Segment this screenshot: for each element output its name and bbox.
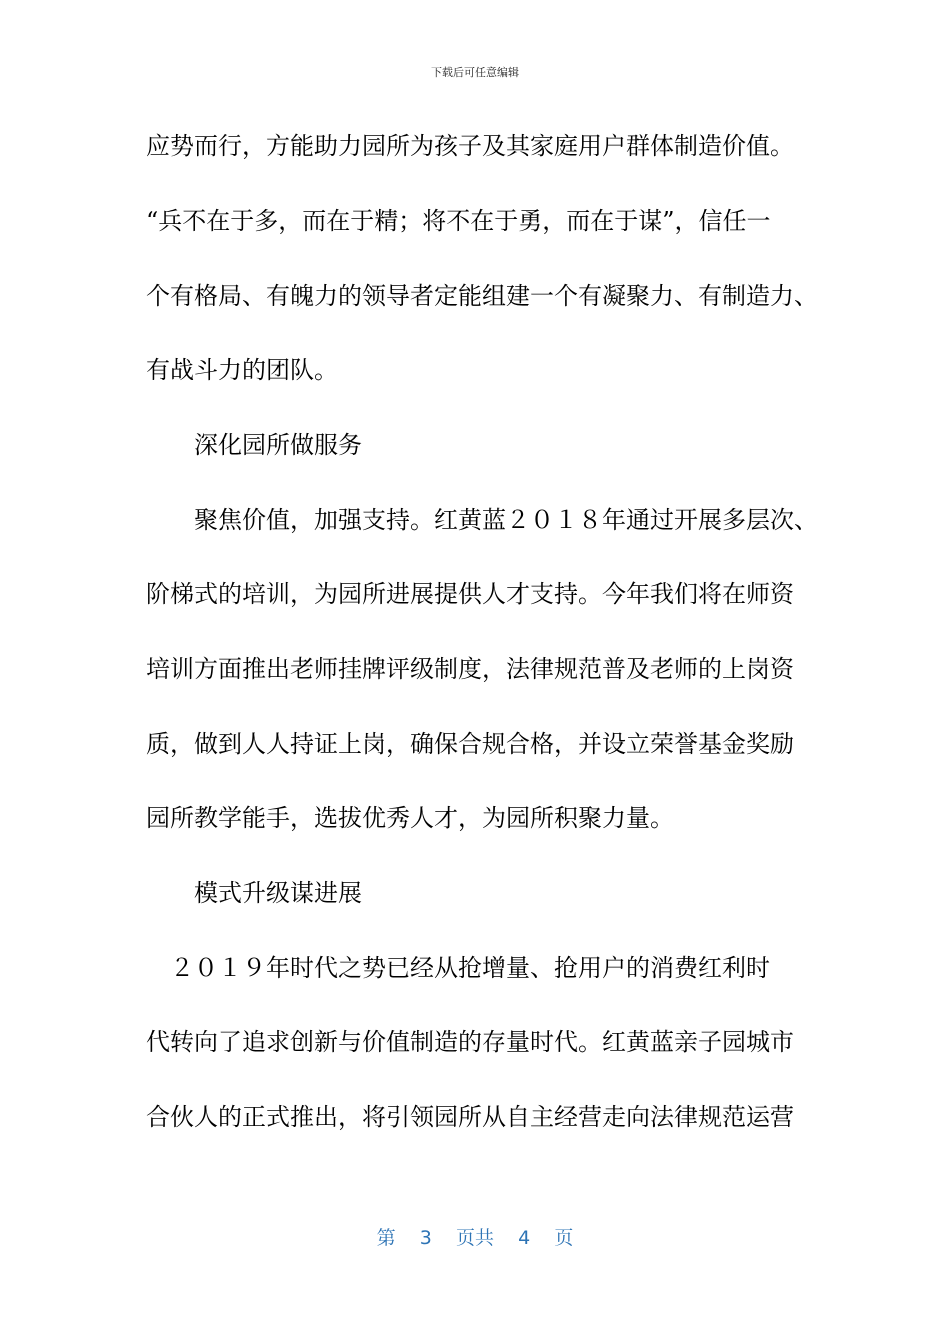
section-heading: 模式升级谋进展 — [146, 879, 362, 907]
paragraph-line: 个有格局、有魄力的领导者定能组建一个有凝聚力、有制造力、 — [146, 282, 818, 310]
paragraph-line: 合伙人的正式推出，将引领园所从自主经营走向法律规范运营 — [146, 1103, 794, 1131]
page-label-prefix: 第 — [376, 1227, 396, 1249]
paragraph-line: 代转向了追求创新与价值制造的存量时代。红黄蓝亲子园城市 — [146, 1028, 794, 1056]
paragraph-line: 有战斗力的团队。 — [146, 356, 338, 384]
page-footer — [0, 1226, 950, 1250]
total-pages-number: 4 — [518, 1227, 531, 1249]
page-label-suffix: 页 — [554, 1227, 574, 1249]
paragraph-line: 培训方面推出老师挂牌评级制度，法律规范普及老师的上岗资 — [146, 655, 794, 683]
paragraph-line: 聚焦价值，加强支持。红黄蓝２０１８年通过开展多层次、 — [146, 506, 818, 534]
paragraph-line: 应势而行，方能助力园所为孩子及其家庭用户群体制造价值。 — [146, 132, 794, 160]
paragraph-line: “兵不在于多，而在于精；将不在于勇，而在于谋”，信任一 — [146, 207, 771, 235]
page-header: 下载后可任意编辑 — [431, 66, 519, 79]
paragraph-line: 阶梯式的培训，为园所进展提供人才支持。今年我们将在师资 — [146, 580, 794, 608]
section-heading: 深化园所做服务 — [146, 431, 362, 459]
paragraph-line: 园所教学能手，选拔优秀人才，为园所积聚力量。 — [146, 804, 674, 832]
paragraph-line: 质，做到人人持证上岗，确保合规合格，并设立荣誉基金奖励 — [146, 730, 794, 758]
current-page-number: 3 — [419, 1227, 432, 1249]
paragraph-line: ２０１９年时代之势已经从抢增量、抢用户的消费红利时 — [146, 954, 770, 982]
page-label-mid: 页共 — [455, 1227, 494, 1249]
